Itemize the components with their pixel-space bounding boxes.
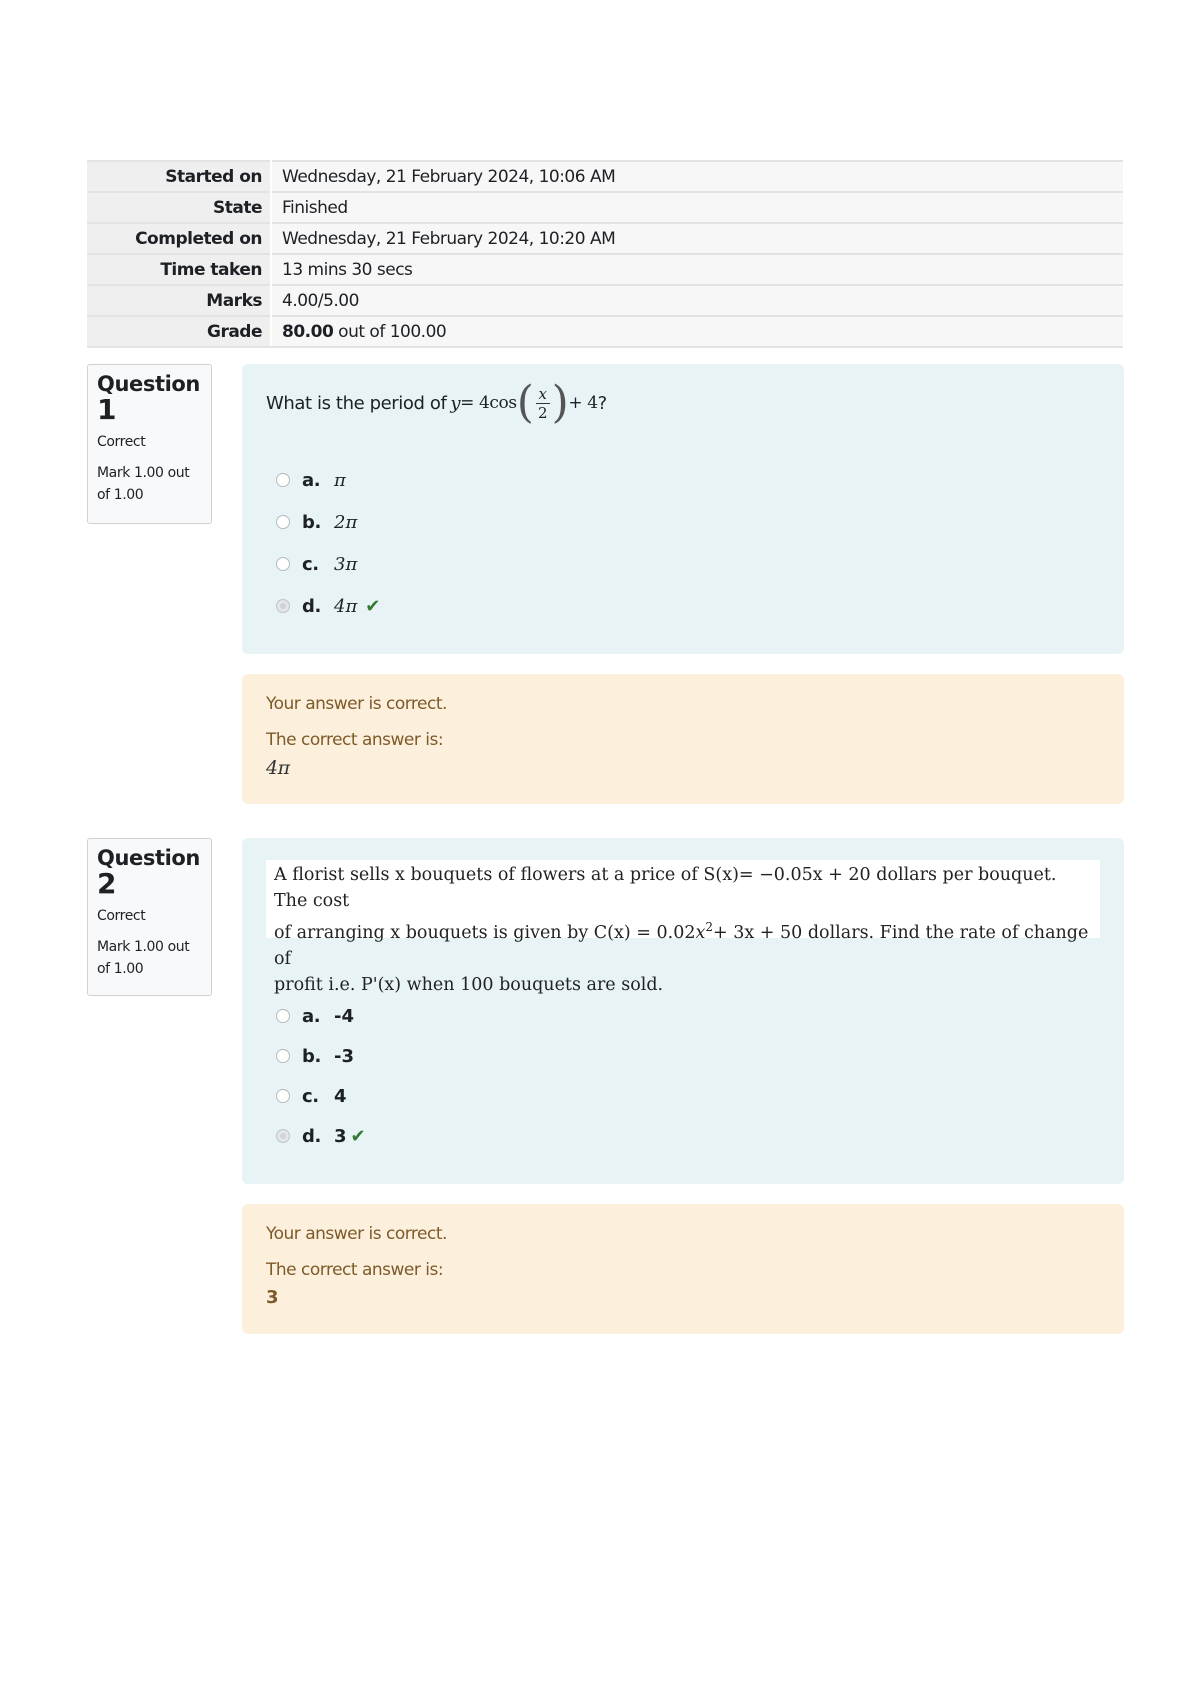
option-d[interactable] [276, 1126, 366, 1146]
option-letter: a. [302, 469, 321, 491]
option-value: 2π [334, 511, 358, 533]
text-exponent: 2 [705, 920, 713, 934]
option-value: 4π [334, 595, 358, 617]
summary-label: Marks [87, 285, 271, 316]
radio-icon[interactable] [276, 473, 290, 487]
feedback-correct-answer: 4π [266, 757, 290, 779]
option-value: 3 [334, 1125, 347, 1147]
summary-value: Wednesday, 21 February 2024, 10:06 AM [271, 161, 1123, 192]
option-b[interactable] [276, 512, 380, 532]
summary-label: Time taken [87, 254, 271, 285]
question-2-text [266, 860, 1100, 995]
question-text-line: profit i.e. P'(x) when 100 bouquets are sold. [274, 974, 664, 995]
option-letter: b. [302, 1045, 321, 1067]
option-d[interactable] [276, 596, 380, 616]
summary-label: Grade [87, 316, 271, 347]
feedback-result: Your answer is correct. [266, 1224, 447, 1244]
summary-value: Finished [271, 192, 1123, 223]
question-mark-char: ? [597, 392, 607, 414]
option-value: π [334, 469, 346, 491]
question-state: Correct [97, 908, 146, 924]
feedback-correct-answer: 3 [266, 1287, 279, 1308]
answer-options [276, 470, 380, 616]
question-state: Correct [97, 434, 146, 450]
option-letter: a. [302, 1005, 321, 1027]
grade-value: 80.00 [282, 321, 334, 342]
radio-icon[interactable] [276, 1129, 290, 1143]
answer-options [276, 1006, 366, 1146]
summary-value: 13 mins 30 secs [271, 254, 1123, 285]
question-1-info [87, 364, 212, 524]
question-2-feedback [242, 1204, 1124, 1334]
question-1-feedback [242, 674, 1124, 804]
radio-icon[interactable] [276, 557, 290, 571]
question-1-formulation [242, 364, 1124, 654]
fraction-numerator: x [536, 385, 550, 404]
question-text-prefix: What is the period of [266, 392, 447, 414]
summary-label: Completed on [87, 223, 271, 254]
fraction-denominator: 2 [537, 403, 548, 422]
option-a[interactable] [276, 1006, 366, 1026]
formula-eq: = 4cos [460, 393, 517, 413]
formula-fraction [536, 385, 550, 422]
summary-row-marks [87, 285, 1123, 316]
option-value: 3π [334, 553, 358, 575]
summary-row-completed-on [87, 223, 1123, 254]
question-text-line: A florist sells x bouquets of flowers at a price of S(x)= −0.05x + 20 dollars per bouquet. The cost [274, 865, 1057, 911]
summary-value [271, 316, 1123, 347]
grade-total: out of 100.00 [333, 321, 447, 342]
formula-lhs: y [450, 392, 461, 414]
feedback-correct-label: The correct answer is: [266, 730, 444, 750]
summary-label: State [87, 192, 271, 223]
check-icon: ✔ [365, 595, 381, 617]
option-letter: c. [302, 1085, 319, 1107]
summary-row-started-on [87, 161, 1123, 192]
summary-row-time-taken [87, 254, 1123, 285]
option-b[interactable] [276, 1046, 366, 1066]
check-icon: ✔ [350, 1125, 366, 1147]
option-value: -4 [334, 1005, 354, 1027]
left-paren-icon: ( [516, 377, 534, 428]
formula-tail: + 4 [568, 393, 598, 413]
option-a[interactable] [276, 470, 380, 490]
feedback-result: Your answer is correct. [266, 694, 447, 714]
option-letter: c. [302, 553, 319, 575]
summary-row-state [87, 192, 1123, 223]
radio-icon[interactable] [276, 515, 290, 529]
question-number: 1 [97, 393, 117, 426]
question-title: Question [97, 372, 200, 396]
option-c[interactable] [276, 554, 380, 574]
summary-label: Started on [87, 161, 271, 192]
summary-row-grade [87, 316, 1123, 347]
option-letter: b. [302, 511, 321, 533]
option-letter: d. [302, 1125, 321, 1147]
question-2-formulation [242, 838, 1124, 1184]
option-c[interactable] [276, 1086, 366, 1106]
option-value: -3 [334, 1045, 354, 1067]
radio-icon[interactable] [276, 1009, 290, 1023]
radio-icon[interactable] [276, 599, 290, 613]
text-segment: + 3x + 50 dollars. Find the rate of change of [274, 922, 1089, 969]
question-2-info [87, 838, 212, 996]
summary-value: Wednesday, 21 February 2024, 10:20 AM [271, 223, 1123, 254]
question-mark: Mark 1.00 out of 1.00 [97, 939, 190, 977]
summary-value: 4.00/5.00 [271, 285, 1123, 316]
question-mark: Mark 1.00 out of 1.00 [97, 465, 190, 503]
question-number: 2 [97, 867, 117, 900]
text-variable: x [695, 922, 706, 943]
question-text-line [274, 914, 1092, 972]
feedback-correct-label: The correct answer is: [266, 1260, 444, 1280]
radio-icon[interactable] [276, 1089, 290, 1103]
question-title: Question [97, 846, 200, 870]
attempt-summary-table [87, 160, 1123, 348]
right-paren-icon: ) [551, 377, 569, 428]
option-letter: d. [302, 595, 321, 617]
option-value: 4 [334, 1085, 347, 1107]
text-segment: of arranging x bouquets is given by C(x) = 0.02 [274, 922, 696, 943]
question-1-text [266, 378, 607, 428]
radio-icon[interactable] [276, 1049, 290, 1063]
